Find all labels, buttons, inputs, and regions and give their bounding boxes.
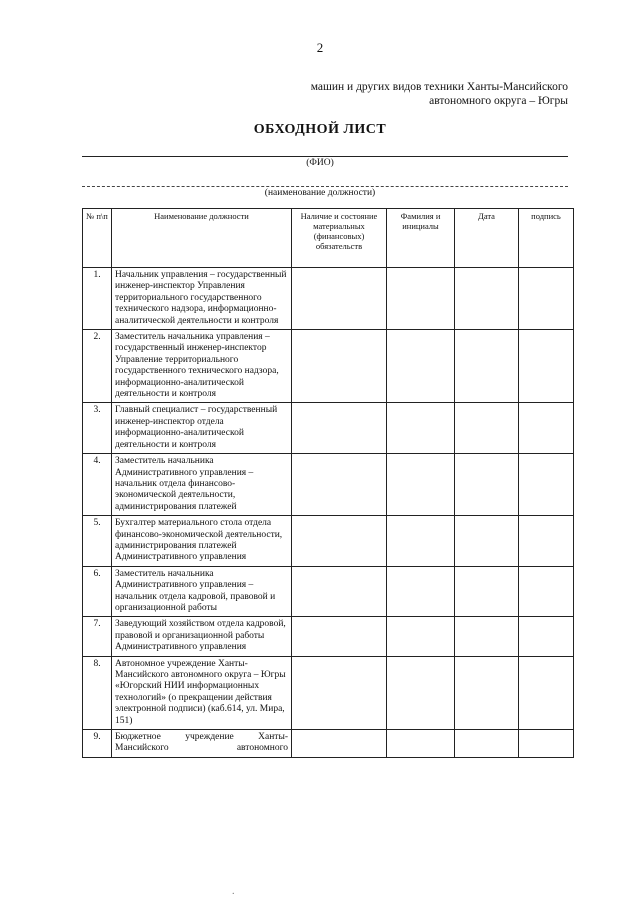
fio-caption: (ФИО) <box>306 158 334 168</box>
col-header-num: № п\п <box>83 209 112 268</box>
signature-cell[interactable] <box>519 566 574 617</box>
header-line-1: машин и других видов техники Ханты-Мансийского <box>310 81 568 93</box>
signature-cell[interactable] <box>519 617 574 656</box>
table-row <box>83 403 574 454</box>
date-cell[interactable] <box>455 268 519 330</box>
table-row <box>83 516 574 567</box>
position-caption: (наименование должности) <box>264 188 376 198</box>
obligations-cell[interactable] <box>292 403 387 454</box>
table-row <box>83 617 574 656</box>
row-number: 1. <box>83 268 112 330</box>
obligations-cell[interactable] <box>292 656 387 729</box>
row-number: 4. <box>83 454 112 516</box>
col-header-position: Наименование должности <box>112 209 292 268</box>
table-row <box>83 730 574 758</box>
date-cell[interactable] <box>455 730 519 758</box>
scan-speck: . <box>232 886 235 897</box>
signature-cell[interactable] <box>519 268 574 330</box>
row-position: Заведующий хозяйством отдела кадровой, правовой и организационной работы Административного управления <box>112 617 292 656</box>
signature-cell[interactable] <box>519 403 574 454</box>
row-number: 3. <box>83 403 112 454</box>
date-cell[interactable] <box>455 403 519 454</box>
signature-cell[interactable] <box>519 730 574 758</box>
header-line-2: автономного округа – Югры <box>429 95 568 107</box>
signature-cell[interactable] <box>519 516 574 567</box>
obligations-cell[interactable] <box>292 516 387 567</box>
table-row <box>83 454 574 516</box>
row-position: Заместитель начальника управления – государственный инженер-инспектор Управление территориального государственного технического надзора, информационно-аналитической деятельности и контроля <box>112 330 292 403</box>
name-cell[interactable] <box>387 454 455 516</box>
position-line <box>82 186 568 187</box>
row-number: 9. <box>83 730 112 758</box>
header-addressee <box>311 80 568 108</box>
name-cell[interactable] <box>387 330 455 403</box>
col-header-signature: подпись <box>519 209 574 268</box>
row-number: 7. <box>83 617 112 656</box>
table-row <box>83 268 574 330</box>
signature-cell[interactable] <box>519 330 574 403</box>
obligations-cell[interactable] <box>292 454 387 516</box>
row-position: Заместитель начальника Административного управления – начальник отдела финансово-экономической деятельности, администрирования платежей <box>112 454 292 516</box>
document-title: ОБХОДНОЙ ЛИСТ <box>253 122 387 137</box>
name-cell[interactable] <box>387 566 455 617</box>
row-number: 2. <box>83 330 112 403</box>
row-number: 8. <box>83 656 112 729</box>
signature-cell[interactable] <box>519 454 574 516</box>
row-position: Главный специалист – государственный инженер-инспектор отдела информационно-аналитической деятельности и контроля <box>112 403 292 454</box>
fio-line <box>82 156 568 157</box>
row-position: Заместитель начальника Административного управления – начальник отдела кадровой, правовой и организационной работы <box>112 566 292 617</box>
row-number: 6. <box>83 566 112 617</box>
row-position: Бухгалтер материального стола отдела финансово-экономической деятельности, администрирования платежей Административного управления <box>112 516 292 567</box>
name-cell[interactable] <box>387 617 455 656</box>
table-row <box>83 330 574 403</box>
date-cell[interactable] <box>455 330 519 403</box>
obligations-cell[interactable] <box>292 268 387 330</box>
date-cell[interactable] <box>455 617 519 656</box>
obligations-cell[interactable] <box>292 730 387 758</box>
row-position: Автономное учреждение Ханты-Мансийского автономного округа – Югры «Югорский НИИ информационных технологий» (о прекращении действия электронной подписи) (каб.614, ул. Мира, 151) <box>112 656 292 729</box>
page-number: 2 <box>316 40 324 55</box>
row-position: Бюджетное учреждение Ханты-Мансийского автономного <box>112 730 292 758</box>
table-header-row <box>83 209 574 268</box>
row-position: Начальник управления – государственный инженер-инспектор Управления территориального государственного технического надзора, информационно-аналитической деятельности и контроля <box>112 268 292 330</box>
date-cell[interactable] <box>455 656 519 729</box>
obligations-cell[interactable] <box>292 330 387 403</box>
name-cell[interactable] <box>387 516 455 567</box>
date-cell[interactable] <box>455 516 519 567</box>
name-cell[interactable] <box>387 403 455 454</box>
date-cell[interactable] <box>455 454 519 516</box>
date-cell[interactable] <box>455 566 519 617</box>
signature-cell[interactable] <box>519 656 574 729</box>
name-cell[interactable] <box>387 268 455 330</box>
col-header-name: Фамилия и инициалы <box>387 209 455 268</box>
obligations-cell[interactable] <box>292 617 387 656</box>
clearance-table <box>82 208 574 758</box>
name-cell[interactable] <box>387 730 455 758</box>
table-row <box>83 566 574 617</box>
col-header-obligations: Наличие и состояние материальных (финансовых) обязательств <box>292 209 387 268</box>
row-number: 5. <box>83 516 112 567</box>
obligations-cell[interactable] <box>292 566 387 617</box>
table-row <box>83 656 574 729</box>
col-header-date: Дата <box>455 209 519 268</box>
name-cell[interactable] <box>387 656 455 729</box>
